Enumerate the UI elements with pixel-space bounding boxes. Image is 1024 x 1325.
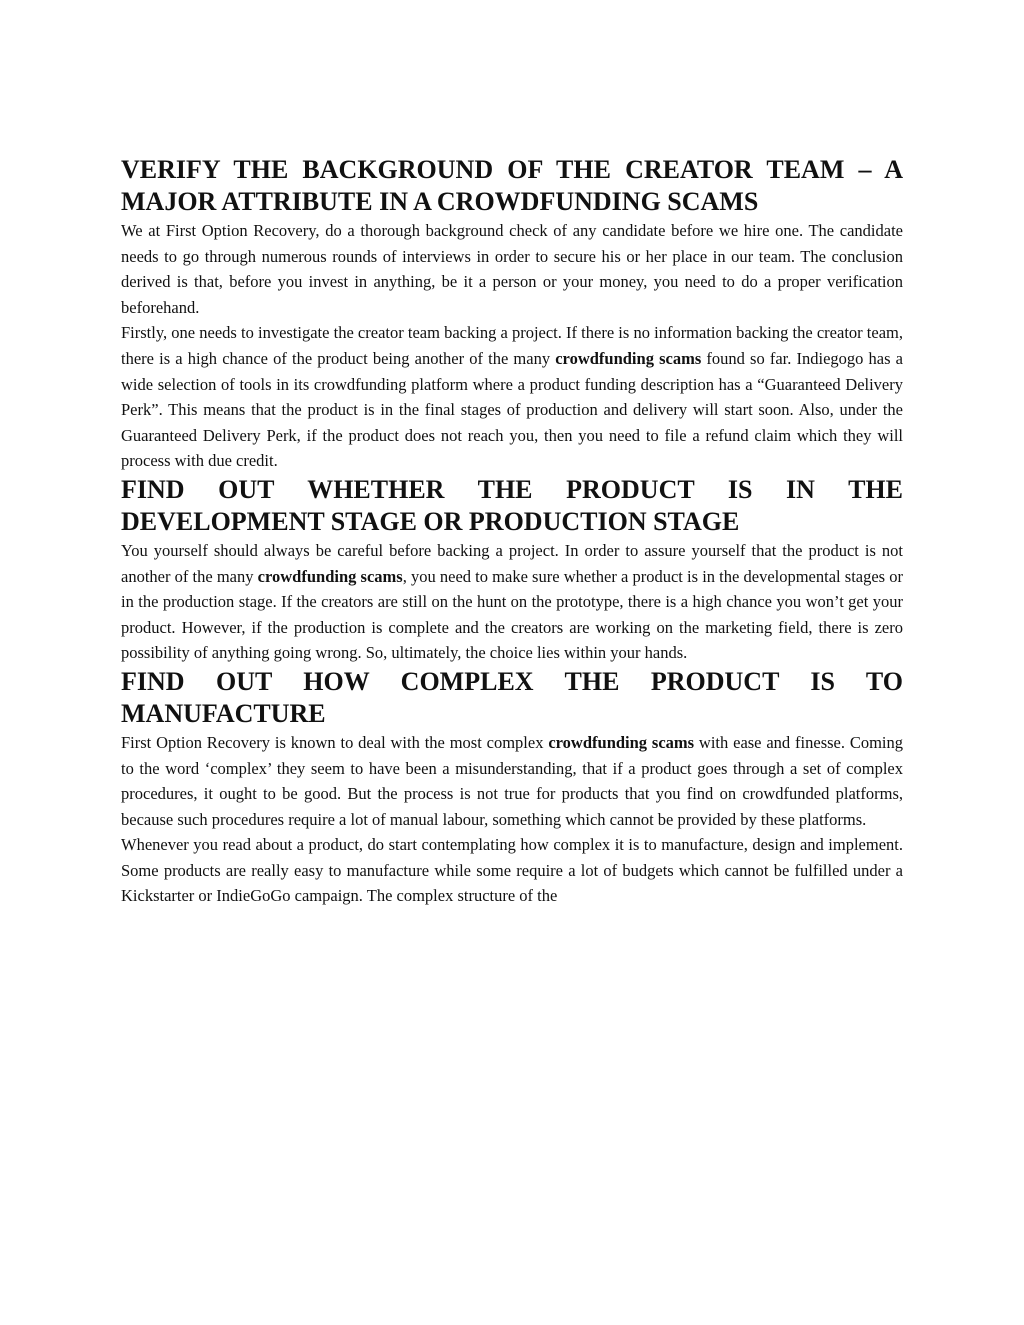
- section-2-paragraph-1: [121, 538, 903, 666]
- section-3-heading: FIND OUT HOW COMPLEX THE PRODUCT IS TO MANUFACTURE: [121, 666, 903, 728]
- section-2-heading: FIND OUT WHETHER THE PRODUCT IS IN THE DEVELOPMENT STAGE OR PRODUCTION STAGE: [121, 474, 903, 536]
- section-1-paragraph-2: [121, 320, 903, 474]
- section-3-paragraph-2: Whenever you read about a product, do start contemplating how complex it is to manufacture, design and implement. Some products are really easy to manufacture while some require a lot of budgets which cannot be fulfilled under a Kickstarter or IndieGoGo campaign. The complex structure of the: [121, 835, 903, 906]
- section-3-paragraph-1: [121, 730, 903, 832]
- section-1-paragraph-1: We at First Option Recovery, do a thorough background check of any candidate before we hire one. The candidate needs to go through numerous rounds of interviews in order to secure his or her place in our team. The conclusion derived is that, before you invest in anything, be it a person or your money, you need to do a proper verification beforehand.: [121, 221, 903, 317]
- crowdfunding-scams-link[interactable]: crowdfunding scams: [555, 348, 702, 368]
- section-3-paragraph-1-text-a: First Option Recovery is known to deal with the most complex: [121, 732, 549, 752]
- section-1-paragraph-2-text-a: Firstly, one needs to investigate the creator team backing a project. If there is no information backing the creator team, there is a high chance of the product being another of the many: [121, 323, 903, 368]
- section-2-paragraph-1-text-a: You yourself should always be careful before backing a project. In order to assure yourself that the product is not another of the many: [121, 540, 903, 586]
- section-2-paragraph-1-text-b: , you need to make sure whether a product is in the developmental stages or in the production stage. If the creators are still on the hunt on the prototype, there is a high chance you won’t get your product. However, if the production is complete and the creators are working on the marketing field, there is zero possibility of anything going wrong. So, ultimately, the choice lies within your hands.: [121, 566, 903, 663]
- crowdfunding-scams-link[interactable]: crowdfunding scams: [548, 732, 695, 752]
- document-page: [121, 154, 903, 909]
- section-1-paragraph-2-text-b: found so far. Indiegogo has a wide selection of tools in its crowdfunding platform where a product funding description has a “Guaranteed Delivery Perk”. This means that the product is in the final stages of production and delivery will start soon. Also, under the Guaranteed Delivery Perk, if the product does not reach you, then you need to file a refund claim which they will process with due credit.: [121, 348, 903, 471]
- crowdfunding-scams-link[interactable]: crowdfunding scams: [257, 566, 403, 586]
- section-3-paragraph-1-text-b: with ease and finesse. Coming to the word ‘complex’ they seem to have been a misunderstanding, that if a product goes through a set of complex procedures, it ought to be good. But the process is not true for products that you find on crowdfunded platforms, because such procedures require a lot of manual labour, something which cannot be provided by these platforms.: [121, 732, 904, 829]
- section-1-heading: VERIFY THE BACKGROUND OF THE CREATOR TEAM – A MAJOR ATTRIBUTE IN A CROWDFUNDING SCAMS: [121, 155, 903, 216]
